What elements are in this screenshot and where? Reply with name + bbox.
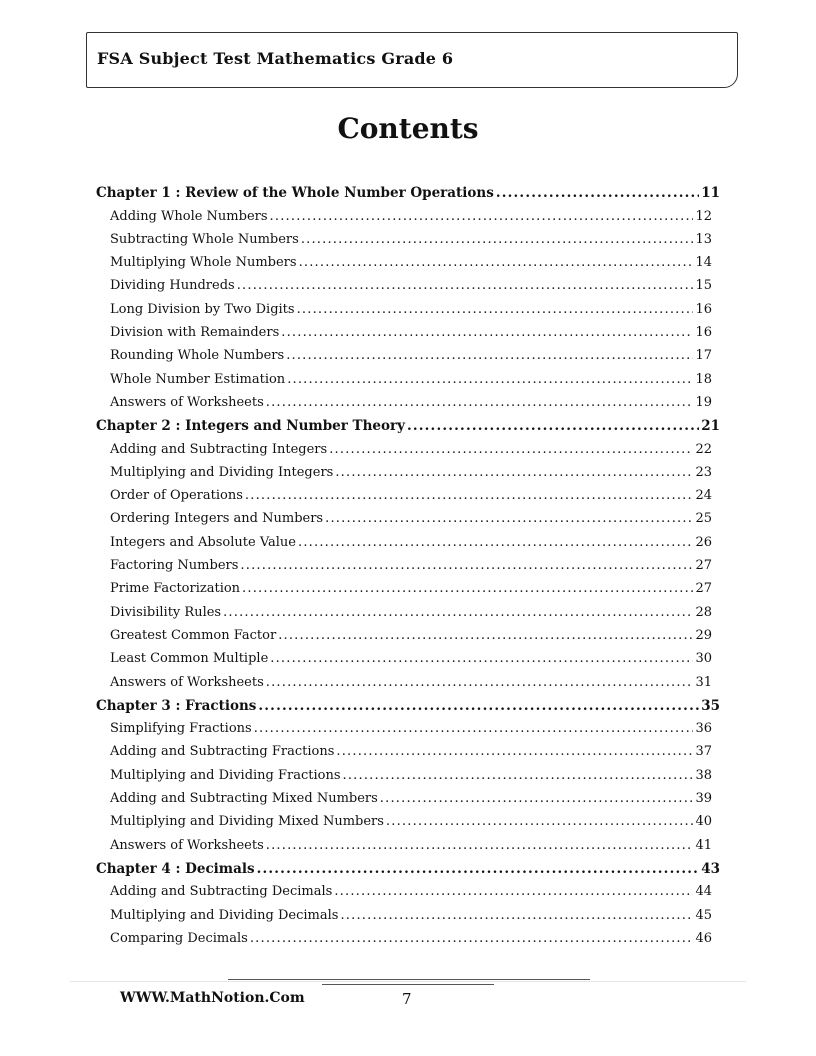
toc-entry-label: Answers of Worksheets [110, 394, 264, 410]
toc-section-entry [96, 551, 712, 574]
table-of-contents [96, 178, 720, 947]
toc-section-entry [96, 248, 712, 271]
toc-section-entry [96, 760, 712, 783]
toc-section-entry [96, 271, 712, 294]
toc-entry-page: 15 [695, 278, 712, 294]
page-title: Contents [337, 112, 479, 145]
toc-section-entry [96, 318, 712, 341]
toc-entry-label: Order of Operations [110, 488, 243, 504]
toc-entry-page: 18 [695, 371, 712, 387]
toc-entry-label: Simplifying Fractions [110, 721, 252, 737]
toc-section-entry [96, 341, 712, 364]
toc-entry-label: Ordering Integers and Numbers [110, 511, 324, 527]
toc-section-entry [96, 481, 712, 504]
toc-leader-dots [237, 278, 694, 294]
footer-divider-long [228, 979, 590, 980]
toc-entry-page: 12 [695, 208, 712, 224]
toc-entry-page: 37 [695, 744, 712, 760]
toc-section-entry [96, 225, 712, 248]
toc-entry-page: 45 [695, 907, 712, 923]
toc-section-entry [96, 294, 712, 317]
toc-section-entry [96, 737, 712, 760]
toc-entry-page: 24 [695, 488, 712, 504]
toc-section-entry [96, 667, 712, 690]
toc-leader-dots [496, 185, 699, 201]
toc-entry-page: 36 [695, 721, 712, 737]
toc-entry-label: Multiplying and Dividing Mixed Numbers [110, 814, 384, 830]
toc-leader-dots [250, 931, 694, 947]
toc-entry-label: Greatest Common Factor [110, 627, 277, 643]
toc-section-entry [96, 201, 712, 224]
toc-entry-label: Dividing Hundreds [110, 278, 235, 294]
toc-entry-label: Prime Factorization [110, 581, 241, 597]
toc-leader-dots [281, 325, 693, 341]
toc-entry-label: Multiplying and Dividing Integers [110, 464, 334, 480]
toc-entry-label: Multiplying and Dividing Decimals [110, 907, 339, 923]
toc-entry-page: 25 [695, 511, 712, 527]
toc-leader-dots [270, 651, 693, 667]
toc-entry-label: Chapter 2 : Integers and Number Theory [96, 418, 405, 435]
toc-leader-dots [386, 814, 694, 830]
toc-leader-dots [301, 232, 694, 248]
toc-entry-page: 14 [695, 255, 712, 271]
header-box [86, 32, 738, 88]
footer-divider-faint [70, 981, 746, 982]
toc-leader-dots [240, 558, 693, 574]
toc-chapter-entry [96, 411, 720, 434]
toc-leader-dots [266, 675, 694, 691]
toc-entry-label: Answers of Worksheets [110, 837, 264, 853]
toc-leader-dots [297, 302, 694, 318]
toc-entry-page: 26 [695, 534, 712, 550]
toc-leader-dots [340, 908, 693, 924]
toc-entry-label: Multiplying and Dividing Fractions [110, 767, 341, 783]
toc-entry-page: 39 [695, 791, 712, 807]
toc-entry-label: Long Division by Two Digits [110, 301, 295, 317]
toc-entry-page: 16 [695, 325, 712, 341]
toc-leader-dots [242, 581, 693, 597]
toc-entry-label: Chapter 3 : Fractions [96, 697, 257, 714]
toc-entry-label: Integers and Absolute Value [110, 534, 296, 550]
toc-section-entry [96, 830, 712, 853]
toc-entry-page: 38 [695, 767, 712, 783]
toc-leader-dots [334, 884, 693, 900]
toc-entry-label: Chapter 4 : Decimals [96, 860, 255, 877]
toc-section-entry [96, 807, 712, 830]
toc-chapter-entry [96, 854, 720, 877]
toc-entry-page: 13 [695, 231, 712, 247]
toc-section-entry [96, 458, 712, 481]
toc-entry-label: Multiplying Whole Numbers [110, 255, 297, 271]
toc-leader-dots [270, 209, 694, 225]
toc-entry-page: 19 [695, 394, 712, 410]
toc-entry-page: 35 [701, 697, 720, 714]
toc-entry-label: Adding Whole Numbers [110, 208, 268, 224]
header-title: FSA Subject Test Mathematics Grade 6 [97, 49, 454, 68]
toc-entry-page: 27 [695, 558, 712, 574]
toc-leader-dots [335, 465, 693, 481]
toc-section-entry [96, 434, 712, 457]
toc-section-entry [96, 597, 712, 620]
footer-page-number: 7 [402, 990, 412, 1008]
toc-entry-page: 41 [695, 837, 712, 853]
toc-section-entry [96, 621, 712, 644]
toc-entry-page: 16 [695, 301, 712, 317]
toc-leader-dots [266, 838, 694, 854]
toc-leader-dots [278, 628, 693, 644]
toc-leader-dots [336, 744, 693, 760]
toc-leader-dots [245, 488, 694, 504]
toc-leader-dots [257, 861, 700, 877]
toc-section-entry [96, 504, 712, 527]
toc-section-entry [96, 364, 712, 387]
toc-entry-label: Adding and Subtracting Decimals [110, 884, 333, 900]
toc-chapter-entry [96, 691, 720, 714]
toc-section-entry [96, 714, 712, 737]
toc-entry-page: 22 [695, 441, 712, 457]
toc-entry-page: 28 [695, 604, 712, 620]
toc-leader-dots [325, 511, 693, 527]
toc-section-entry [96, 924, 712, 947]
toc-leader-dots [343, 768, 694, 784]
toc-entry-page: 31 [695, 674, 712, 690]
toc-entry-page: 43 [701, 860, 720, 877]
footer-website: WWW.MathNotion.Com [120, 990, 305, 1006]
toc-entry-page: 27 [695, 581, 712, 597]
toc-section-entry [96, 388, 712, 411]
toc-leader-dots [286, 348, 693, 364]
toc-entry-page: 44 [695, 884, 712, 900]
toc-leader-dots [223, 605, 693, 621]
toc-entry-label: Adding and Subtracting Mixed Numbers [110, 791, 378, 807]
toc-entry-page: 11 [701, 185, 720, 202]
toc-leader-dots [287, 372, 693, 388]
toc-entry-label: Divisibility Rules [110, 604, 222, 620]
toc-entry-label: Answers of Worksheets [110, 674, 264, 690]
toc-entry-page: 21 [701, 418, 720, 435]
toc-entry-label: Subtracting Whole Numbers [110, 231, 299, 247]
toc-entry-page: 30 [695, 651, 712, 667]
toc-leader-dots [329, 442, 693, 458]
toc-section-entry [96, 644, 712, 667]
toc-section-entry [96, 527, 712, 550]
footer-divider-short [322, 984, 494, 985]
toc-entry-label: Chapter 1 : Review of the Whole Number Operations [96, 185, 494, 202]
toc-leader-dots [258, 698, 699, 714]
toc-entry-label: Adding and Subtracting Integers [110, 441, 328, 457]
toc-section-entry [96, 574, 712, 597]
toc-section-entry [96, 900, 712, 923]
toc-leader-dots [298, 535, 693, 551]
toc-entry-page: 40 [695, 814, 712, 830]
toc-entry-page: 29 [695, 627, 712, 643]
toc-section-entry [96, 784, 712, 807]
toc-entry-page: 17 [695, 348, 712, 364]
toc-entry-label: Whole Number Estimation [110, 371, 286, 387]
toc-entry-page: 46 [695, 930, 712, 946]
toc-entry-label: Rounding Whole Numbers [110, 348, 285, 364]
toc-leader-dots [407, 418, 699, 434]
toc-entry-page: 23 [695, 464, 712, 480]
toc-entry-label: Least Common Multiple [110, 651, 269, 667]
toc-entry-label: Division with Remainders [110, 325, 280, 341]
toc-section-entry [96, 877, 712, 900]
toc-entry-label: Adding and Subtracting Fractions [110, 744, 335, 760]
toc-entry-label: Comparing Decimals [110, 930, 248, 946]
toc-entry-label: Factoring Numbers [110, 558, 239, 574]
toc-leader-dots [299, 255, 694, 271]
toc-leader-dots [266, 395, 694, 411]
toc-chapter-entry [96, 178, 720, 201]
toc-leader-dots [254, 721, 694, 737]
toc-leader-dots [380, 791, 694, 807]
